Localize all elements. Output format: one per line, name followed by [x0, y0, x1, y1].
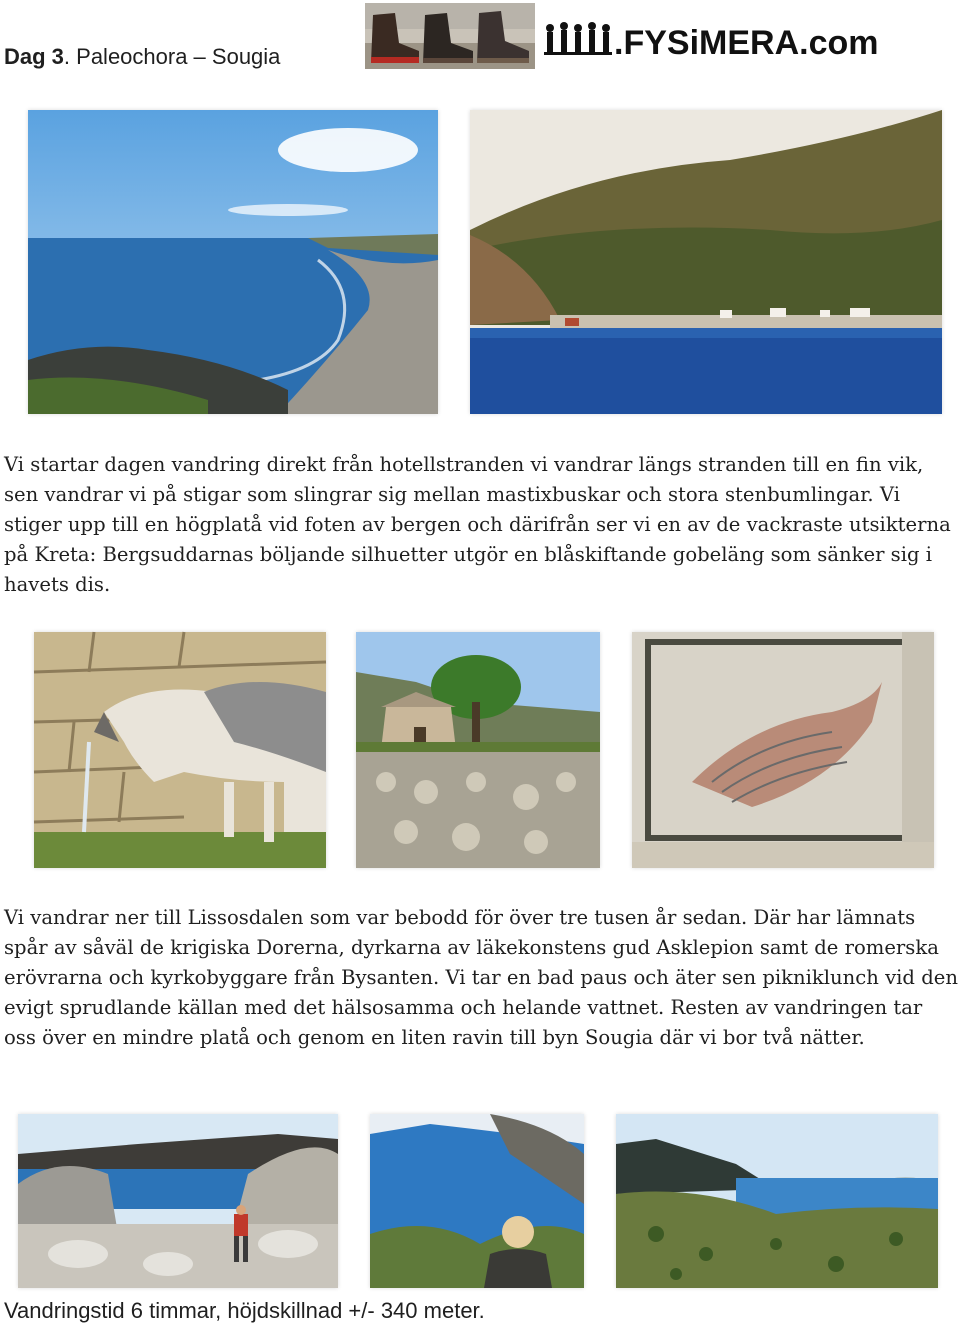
page-title — [4, 44, 280, 70]
hike-summary: Vandringstid 6 timmar, höjdskillnad +/- 340 meter. — [4, 1298, 485, 1323]
lissos-paragraph: Vi vandrar ner till Lissosdalen som var bebodd för över tre tusen år sedan. Där har lämnats spår av såväl de krigiska Dorerna, dyrkarna av läkekonstens gud Asklepion samt de romerska erövrarna och kyrkobyggare från Bysanten. Vi tar en bad paus och äter sen pikniklunch vid den evigt sprudlande källan med det hälsosamma och helande vattnet. Resten av vandringen tar oss över en mindre platå och genom en liten ravin till byn Sougia där vi bor två nätter. — [4, 906, 958, 1049]
hikers-logo-icon — [540, 14, 879, 68]
day-label: Dag 3 — [4, 44, 64, 69]
photo-bay-mountain — [470, 110, 942, 414]
photo-coast-beach — [28, 110, 438, 414]
photo-valley — [616, 1114, 938, 1288]
photo-mosaic — [632, 632, 934, 868]
hiking-boots-icon — [365, 3, 535, 69]
logo-text: .FYSiMERA.com — [614, 24, 879, 62]
intro-paragraph: Vi startar dagen vandring direkt från hotellstranden vi vandrar längs stranden till en fin vik, sen vandrar vi på stigar som slingrar sig mellan mastixbuskar och stora stenbumlingar. Vi stiger upp till en högplatå vid foten av bergen och därifrån ser vi en av de vackraste utsikterna på Kreta: Bergsuddarnas böljande silhuetter utgör en blåskiftande gobeläng som sänker sig i havets dis. — [4, 453, 951, 596]
photo-chapel-ruins — [356, 632, 600, 868]
photo-hiker-rocks — [18, 1114, 338, 1288]
photo-hiker-view — [370, 1114, 584, 1288]
photo-goat-spring — [34, 632, 326, 868]
route-label: . Paleochora – Sougia — [63, 44, 281, 69]
